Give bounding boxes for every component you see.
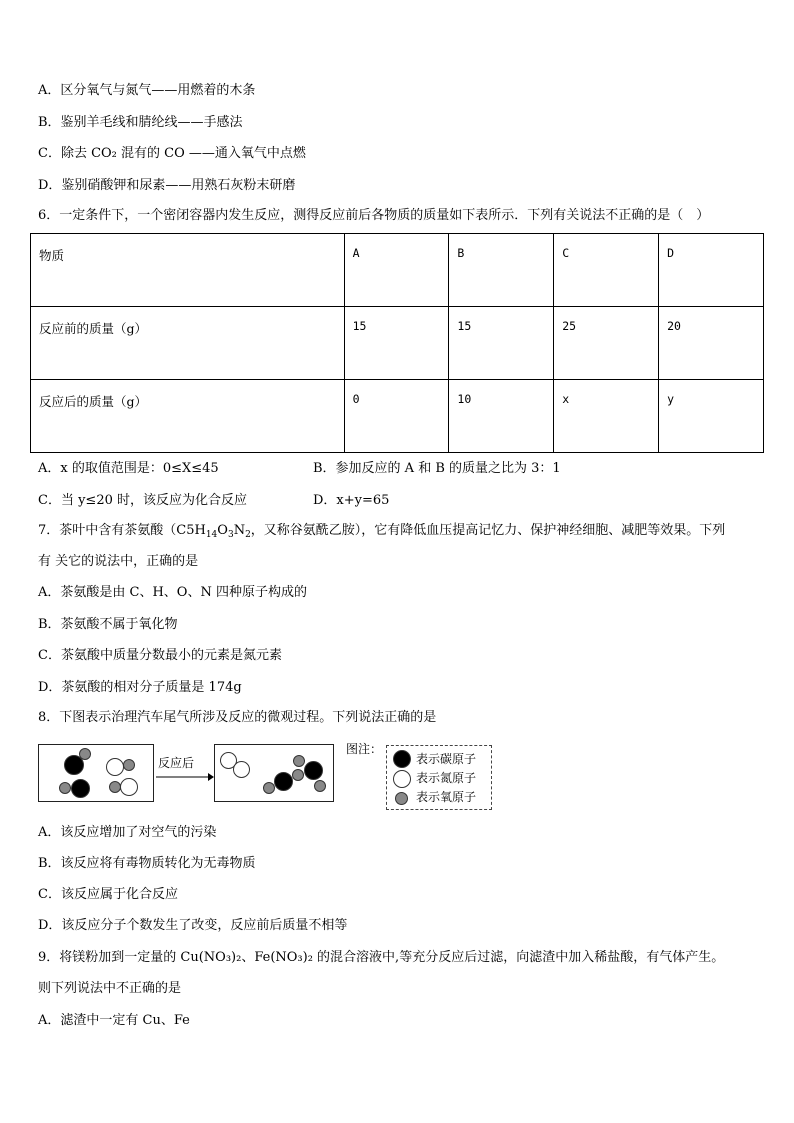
q9-stem-line2: 则下列说法中不正确的是 [38, 981, 182, 996]
q8-option-b: B．该反应将有毒物质转化为无毒物质 [38, 856, 256, 871]
table-cell: 反应前的质量（g） [31, 307, 345, 380]
nitrogen-atom [120, 778, 138, 796]
q7-formula: $5H_{14}O_3N_2$ [186, 523, 251, 540]
q5-option-a: A．区分氧气与氮气——用燃着的木条 [38, 83, 256, 98]
table-cell: 20 [659, 307, 764, 380]
table-row [31, 234, 764, 307]
table-row [31, 307, 764, 380]
q9-stem: 9．将镁粉加到一定量的 Cu(NO₃)₂、Fe(NO₃)₂ 的混合溶液中,等充分反应后过滤，向滤渣中加入稀盐酸，有气体产生。 [38, 950, 725, 965]
nitrogen-legend-icon [393, 770, 411, 788]
q5-option-c: C．除去 CO₂ 混有的 CO ——通入氧气中点燃 [38, 146, 306, 161]
atom-legend [386, 745, 492, 810]
carbon-atom [304, 761, 323, 780]
q8-stem: 8．下图表示治理汽车尾气所涉及反应的微观过程。下列说法正确的是 [38, 710, 437, 725]
q6-option-a: A．x 的取值范围是：0≤X≤45 [38, 461, 219, 476]
carbon-atom [71, 779, 90, 798]
table-cell: y [659, 380, 764, 453]
before-reaction-box [38, 744, 154, 802]
legend-nitrogen-label: 表示氮原子 [416, 771, 477, 785]
q5-option-d: D．鉴别硝酸钾和尿素——用熟石灰粉末研磨 [38, 178, 296, 193]
carbon-atom [274, 772, 293, 791]
table-cell: x [554, 380, 659, 453]
q7-option-d: D．茶氨酸的相对分子质量是 174g [38, 680, 242, 695]
q7-stem [38, 523, 725, 543]
q6-option-d: D．x+y=65 [313, 493, 390, 508]
oxygen-atom [292, 769, 304, 781]
nitrogen-atom [233, 761, 250, 778]
oxygen-legend-icon [395, 792, 408, 805]
table-cell: 15 [449, 307, 554, 380]
q6-option-b: B．参加反应的 A 和 B 的质量之比为 3：1 [313, 461, 561, 476]
table-cell: 10 [449, 380, 554, 453]
table-cell: 15 [344, 307, 449, 380]
q7-option-b: B．茶氨酸不属于氧化物 [38, 617, 178, 632]
table-cell: 反应后的质量（g） [31, 380, 345, 453]
oxygen-atom [79, 748, 91, 760]
oxygen-atom [293, 755, 305, 767]
oxygen-atom [123, 759, 135, 771]
arrow-label: 反应后 [158, 756, 195, 770]
q7-stem-line2: 有 关它的说法中，正确的是 [38, 554, 199, 569]
table-cell: 25 [554, 307, 659, 380]
table-header-cell: D [659, 234, 764, 307]
carbon-legend-icon [393, 750, 411, 768]
table-header-cell: B [449, 234, 554, 307]
q7-stem-rest: ，又称谷氨酰乙胺），它有降低血压提高记忆力、保护神经细胞、减肥等效果。下列 [250, 523, 726, 538]
oxygen-atom [314, 780, 326, 792]
table-row [31, 380, 764, 453]
q8-option-d: D．该反应分子个数发生了改变，反应前后质量不相等 [38, 918, 348, 933]
oxygen-atom [59, 782, 71, 794]
legend-title: 图注： [346, 742, 383, 756]
q6-stem: 6．一定条件下，一个密闭容器内发生反应，测得反应前后各物质的质量如下表所示．下列有关说法不正确的是（ ） [38, 208, 710, 223]
reaction-arrow-icon [154, 772, 214, 782]
q8-option-a: A．该反应增加了对空气的污染 [38, 825, 217, 840]
q5-option-b: B．鉴别羊毛线和腈纶线——手感法 [38, 115, 243, 130]
legend-carbon-label: 表示碳原子 [416, 752, 477, 766]
nitrogen-atom [106, 758, 124, 776]
legend-oxygen-label: 表示氧原子 [416, 790, 477, 804]
table-header-cell: 物质 [31, 234, 345, 307]
table-header-cell: A [344, 234, 449, 307]
table-header-cell: C [554, 234, 659, 307]
q6-option-c: C．当 y≤20 时，该反应为化合反应 [38, 493, 247, 508]
oxygen-atom [263, 782, 275, 794]
q9-option-a: A．滤渣中一定有 Cu、Fe [38, 1013, 190, 1028]
q6-mass-table [30, 233, 764, 453]
q7-option-c: C．茶氨酸中质量分数最小的元素是氮元素 [38, 648, 282, 663]
after-reaction-box [214, 744, 334, 802]
q8-option-c: C．该反应属于化合反应 [38, 887, 178, 902]
table-cell: 0 [344, 380, 449, 453]
q7-stem-prefix: 7．茶叶中含有茶氨酸（C [38, 523, 187, 538]
q7-option-a: A．茶氨酸是由 C、H、O、N 四种原子构成的 [38, 585, 307, 600]
